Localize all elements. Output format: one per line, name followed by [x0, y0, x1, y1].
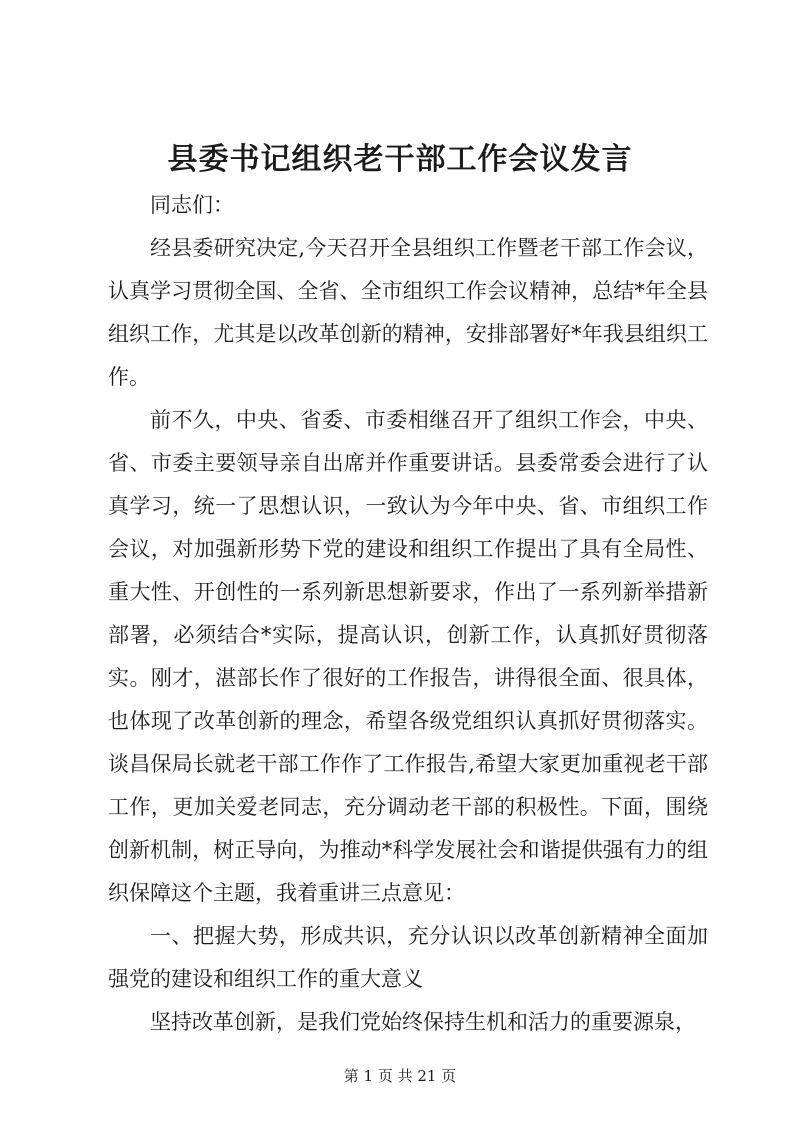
section-heading-1: 一、把握大势，形成共识，充分认识以改革创新精神全面加强党的建设和组织工作的重大意义: [108, 924, 708, 991]
paragraph-3: 坚持改革创新，是我们党始终保持生机和活力的重要源泉，: [150, 1010, 696, 1034]
paragraph-1: 经县委研究决定,今天召开全县组织工作暨老干部工作会议，认真学习贯彻全国、全省、全市组织工作会议精神，总结*年全县组织工作，尤其是以改革创新的精神，安排部署好*年我县组织工作。: [108, 236, 708, 389]
document-body: [108, 184, 708, 1044]
page-footer: 第 1 页 共 21 页: [343, 1067, 457, 1085]
paragraph-2: 前不久，中央、省委、市委相继召开了组织工作会，中央、省、市委主要领导亲自出席并作重要讲话。县委常委会进行了认真学习，统一了思想认识，一致认为今年中央、省、市组织工作会议，对加强新形势下党的建设和组织工作提出了具有全局性、重大性、开创性的一系列新思想新要求，作出了一系列新举措新部署，必须结合*实际，提高认识，创新工作，认真抓好贯彻落实。刚才，湛部长作了很好的工作报告，讲得很全面、很具体，也体现了改革创新的理念，希望各级党组织认真抓好贯彻落实。谈昌保局长就老干部工作作了工作报告,希望大家更加重视老干部工作，更加关爱老同志，充分调动老干部的积极性。下面，围绕创新机制，树正导向，为推动*科学发展社会和谐提供强有力的组织保障这个主题，我着重讲三点意见：: [108, 408, 708, 905]
salutation: 同志们：: [150, 193, 234, 217]
document-title: 县委书记组织老干部工作会议发言: [167, 142, 633, 177]
